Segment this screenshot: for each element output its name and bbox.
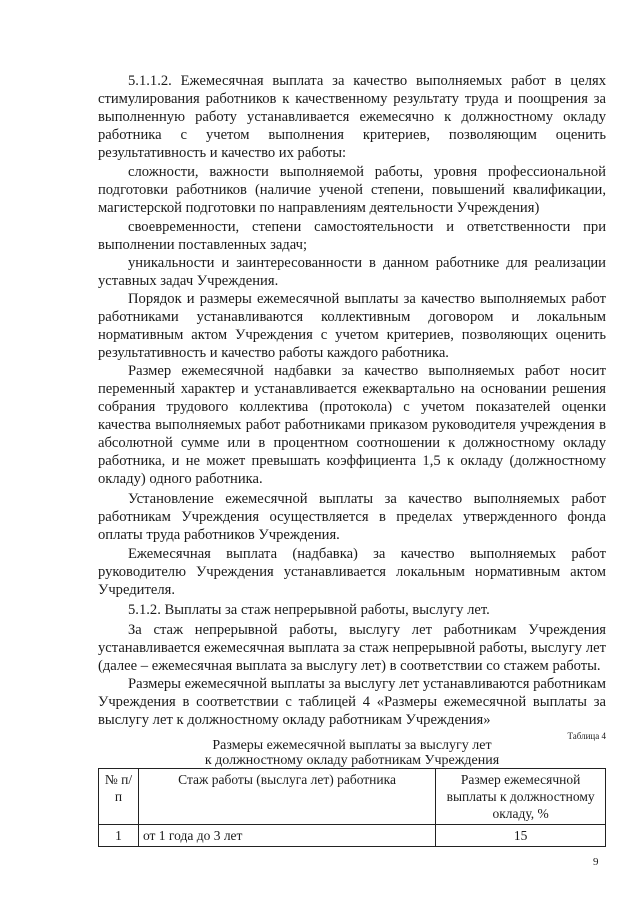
criterion-uniqueness: уникальности и заинтересованности в данном работнике для реализации уставных задач Учреждения.	[98, 255, 606, 289]
table-title-line-2: к должностному окладу работникам Учреждения	[204, 753, 500, 768]
table-row	[99, 825, 606, 847]
criterion-timeliness: своевременности, степени самостоятельности и ответственности при выполнении поставленных задач;	[98, 219, 606, 253]
section-heading-5-1-2: 5.1.2. Выплаты за стаж непрерывной работы, выслугу лет.	[128, 602, 490, 618]
header-payment-size: Размер ежемесячной выплаты к должностному окладу, %	[436, 769, 606, 825]
header-experience: Стаж работы (выслуга лет) работника	[138, 769, 435, 825]
paragraph-establishment: Установление ежемесячной выплаты за качество выполняемых работ работникам Учреждения осуществляется в пределах утвержденного фонда оплаты труда работников Учреждения.	[98, 491, 606, 543]
row-percent: 15	[436, 825, 606, 847]
paragraph-seniority: За стаж непрерывной работы, выслугу лет работникам Учреждения устанавливается ежемесячная выплата за стаж непрерывной работы, выслугу лет (далее – ежемесячная выплата за выслугу лет) в соответствии со стажем работы.	[98, 622, 606, 674]
table-title-line-1: Размеры ежемесячной выплаты за выслугу лет	[212, 738, 492, 753]
table-header-row	[99, 769, 606, 825]
row-experience: от 1 года до 3 лет	[138, 825, 435, 847]
header-number: № п/п	[99, 769, 139, 825]
seniority-table	[98, 768, 606, 847]
page-number: 9	[593, 856, 599, 868]
row-number: 1	[99, 825, 139, 847]
paragraph-table-ref: Размеры ежемесячной выплаты за выслугу лет устанавливаются работникам Учреждения в соответствии с таблицей 4 «Размеры ежемесячной выплаты за выслугу лет к должностному окладу работникам Учреждения»	[98, 676, 606, 728]
paragraph-bonus-size: Размер ежемесячной надбавки за качество выполняемых работ носит переменный характер и устанавливается ежеквартально на основании решения собрания трудового коллектива (протокола) с учетом показателей оценки качества выполняемых работ работниками приказом руководителя учреждения в абсолютной сумме или в процентном соотношении к должностному окладу работника, и не может превышать коэффициента 1,5 к окладу (должностному окладу) одного работника.	[98, 363, 606, 487]
criterion-complexity: сложности, важности выполняемой работы, уровня профессиональной подготовки работников (наличие ученой степени, повышений квалификации, магистерской подготовки по направлениям деятельности Учреждения)	[98, 164, 606, 216]
table-label: Таблица 4	[567, 731, 606, 741]
paragraph-director: Ежемесячная выплата (надбавка) за качество выполняемых работ руководителю Учреждения устанавливается локальным нормативным актом Учредителя.	[98, 546, 606, 598]
paragraph-5-1-1-2: 5.1.1.2. Ежемесячная выплата за качество выполняемых работ в целях стимулирования работников к качественному результату труда и поощрения за выполненную работу устанавливается ежемесячно к должностному окладу работника с учетом выполнения критериев, позволяющим оценить результативность и качество их работы:	[98, 73, 606, 161]
paragraph-procedure: Порядок и размеры ежемесячной выплаты за качество выполняемых работ работниками устанавливаются коллективным договором и локальным нормативным актом Учреждения с учетом критериев, позволяющих оценить результативность и качество работы каждого работника.	[98, 291, 606, 361]
